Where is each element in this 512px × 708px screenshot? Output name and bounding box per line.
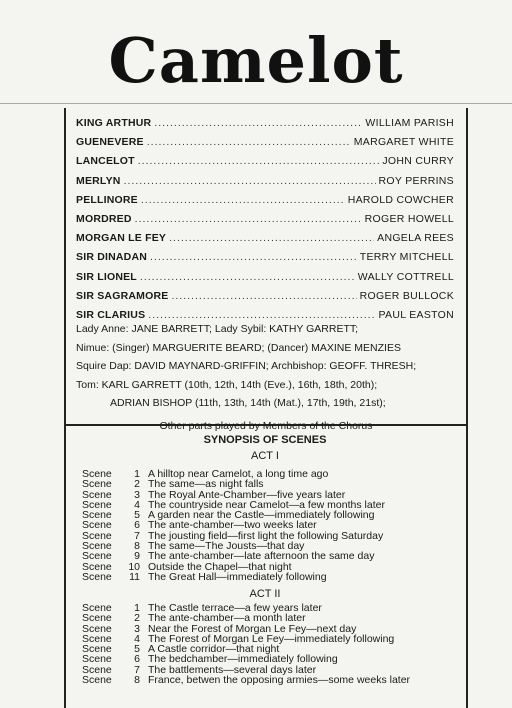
scene-description: The Royal Ante-Chamber—five years later: [148, 488, 346, 501]
scene-number: 6: [134, 519, 140, 532]
scene-label: Scene: [82, 632, 112, 645]
scene-description: The bedchamber—immediately following: [148, 653, 338, 666]
leader-dots: [141, 191, 345, 210]
scene-row: [82, 572, 462, 582]
scene-description: The jousting field—first light the following Saturday: [148, 529, 384, 542]
scene-number: 3: [134, 488, 140, 501]
scene-label: Scene: [82, 653, 112, 666]
scene-number: 3: [134, 622, 140, 635]
leader-dots: [138, 152, 380, 171]
chorus-note: Other parts played by Members of the Chorus: [159, 419, 373, 432]
scene-description: Outside the Chapel—that night: [148, 560, 292, 573]
scene-row: [82, 675, 462, 685]
scene-number: 5: [134, 643, 140, 656]
cast-actor: MARGARET WHITE: [353, 136, 454, 149]
scene-number: 7: [134, 529, 140, 542]
cast-role: MORGAN LE FEY: [76, 232, 167, 245]
act-2-scenes: [82, 603, 462, 685]
leader-dots: [135, 210, 362, 229]
leader-dots: [154, 114, 362, 133]
scene-description: A Castle corridor—that night: [148, 643, 280, 656]
supporting-line: Tom: KARL GARRETT (10th, 12th, 14th (Eve.), 16th, 18th, 20th);: [76, 378, 378, 391]
leader-dots: [140, 268, 355, 287]
scene-description: The Great Hall—immediately following: [148, 570, 327, 583]
scene-description: Near the Forest of Morgan Le Fey—next day: [148, 622, 357, 635]
cast-actor: ANGELA REES: [377, 232, 454, 245]
supporting-line: Lady Anne: JANE BARRETT; Lady Sybil: KATHY GARRETT;: [76, 323, 359, 335]
cast-role: SIR SAGRAMORE: [76, 289, 169, 302]
cast-role: KING ARTHUR: [76, 117, 152, 129]
cast-actor: WILLIAM PARISH: [365, 117, 454, 129]
scene-label: Scene: [82, 488, 112, 501]
scene-label: Scene: [82, 663, 112, 676]
cast-row: [76, 133, 454, 152]
scene-number: 1: [134, 468, 140, 480]
scene-label: Scene: [82, 602, 112, 614]
scene-number: 1: [134, 602, 140, 614]
scene-description: A hilltop near Camelot, a long time ago: [148, 468, 329, 480]
cast-row: [76, 114, 454, 133]
supporting-cast: [76, 320, 456, 435]
scene-label: Scene: [82, 529, 112, 542]
cast-actor: WALLY COTTRELL: [357, 270, 454, 283]
leader-dots: [171, 287, 356, 306]
synopsis-heading: SYNOPSIS OF SCENES: [203, 434, 327, 446]
supporting-line: ADRIAN BISHOP (11th, 13th, 14th (Mat.), 17th, 19th, 21st);: [110, 397, 386, 409]
leader-dots: [169, 229, 374, 248]
scene-number: 6: [134, 653, 140, 666]
leader-dots: [124, 172, 376, 191]
scene-label: Scene: [82, 674, 112, 687]
cast-actor: JOHN CURRY: [382, 155, 454, 168]
scene-number: 11: [129, 570, 140, 583]
scene-description: The same—The Jousts—that day: [148, 540, 305, 553]
cast-row: [76, 210, 454, 229]
scene-label: Scene: [82, 643, 112, 656]
scene-label: Scene: [82, 498, 112, 511]
cast-row: [76, 268, 454, 287]
scene-label: Scene: [82, 509, 112, 522]
cast-role: MERLYN: [76, 174, 121, 187]
scene-description: France, betwen the opposing armies—some weeks later: [148, 674, 411, 687]
cast-role: SIR LIONEL: [76, 270, 137, 283]
scene-description: The battlements—several days later: [148, 663, 317, 676]
cast-row: [76, 172, 454, 191]
scene-description: The Forest of Morgan Le Fey—immediately following: [148, 632, 395, 645]
scene-number: 8: [134, 540, 140, 553]
cast-actor: TERRY MITCHELL: [359, 251, 454, 264]
cast-row: [76, 287, 454, 306]
scene-number: 7: [134, 663, 140, 676]
act-1-scenes: [82, 469, 462, 582]
scene-description: A garden near the Castle—immediately following: [148, 509, 375, 522]
scene-label: Scene: [82, 468, 112, 480]
cast-role: PELLINORE: [76, 193, 138, 206]
scene-number: 8: [134, 674, 140, 687]
supporting-line: Nimue: (Singer) MARGUERITE BEARD; (Dancer) MAXINE MENZIES: [76, 341, 401, 354]
scene-number: 4: [134, 632, 140, 645]
scene-label: Scene: [82, 560, 112, 573]
scene-description: The Castle terrace—a few years later: [148, 602, 322, 614]
leader-dots: [147, 133, 351, 152]
cast-row: [76, 248, 454, 267]
cast-role: GUENEVERE: [76, 136, 144, 149]
supporting-line: Squire Dap: DAVID MAYNARD-GRIFFIN; Archbishop: GEOFF. THRESH;: [76, 360, 417, 372]
cast-role: SIR CLARIUS: [76, 308, 146, 321]
scene-number: 9: [134, 550, 140, 563]
cast-actor: ROGER BULLOCK: [359, 289, 454, 302]
scene-label: Scene: [82, 478, 112, 491]
act-heading: ACT II: [249, 588, 281, 600]
act-heading: ACT I: [251, 450, 279, 462]
scene-number: 2: [134, 612, 140, 625]
scene-description: The ante-chamber—two weeks later: [148, 519, 317, 532]
scene-label: Scene: [82, 622, 112, 635]
scene-label: Scene: [82, 550, 112, 563]
cast-actor: ROGER HOWELL: [364, 212, 454, 225]
cast-role: SIR DINADAN: [76, 251, 148, 264]
scene-label: Scene: [82, 570, 112, 583]
scene-label: Scene: [82, 519, 112, 532]
cast-row: [76, 229, 454, 248]
scene-description: The ante-chamber—late afternoon the same day: [148, 550, 375, 563]
fold-line: [0, 103, 512, 104]
scene-number: 2: [134, 478, 140, 491]
cast-role: MORDRED: [76, 212, 132, 225]
scene-number: 5: [134, 509, 140, 522]
cast-row: [76, 191, 454, 210]
scene-description: The countryside near Camelot—a few months later: [148, 498, 385, 511]
cast-actor: HAROLD COWCHER: [347, 193, 454, 206]
scene-label: Scene: [82, 612, 112, 625]
cast-actor: ROY PERRINS: [378, 174, 454, 187]
scene-number: 4: [134, 498, 140, 511]
leader-dots: [150, 248, 357, 267]
scene-description: The ante-chamber—a month later: [148, 612, 306, 625]
programme-title: Camelot: [108, 24, 404, 97]
cast-actor: PAUL EASTON: [378, 308, 454, 321]
cast-row: [76, 152, 454, 171]
scene-description: The same—as night falls: [148, 478, 264, 491]
scene-label: Scene: [82, 540, 112, 553]
scene-number: 10: [128, 560, 140, 573]
cast-list: [76, 114, 454, 325]
cast-role: LANCELOT: [76, 155, 135, 168]
